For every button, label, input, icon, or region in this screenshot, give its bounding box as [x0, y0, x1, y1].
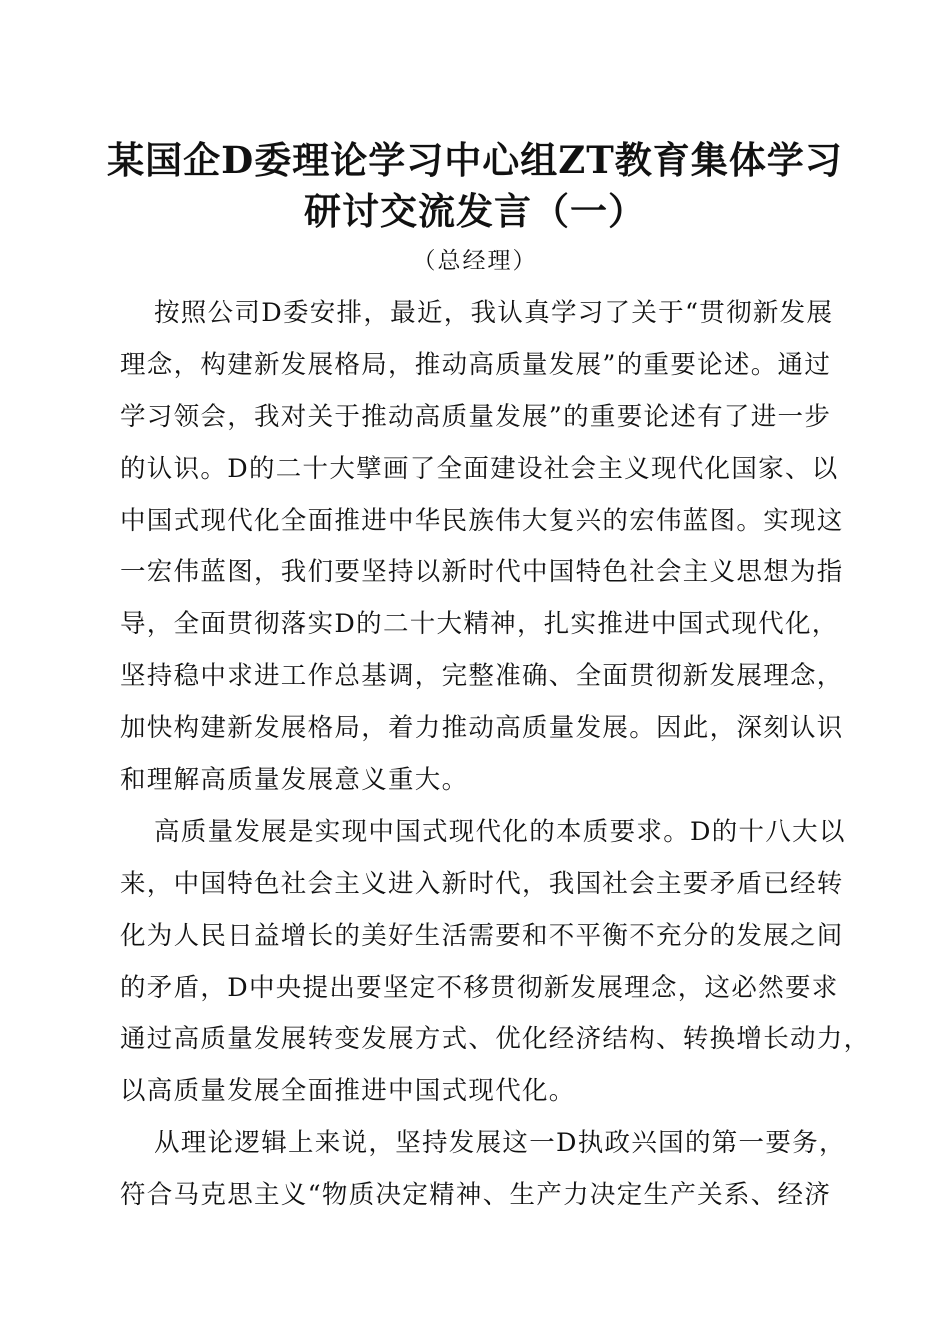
paragraph-line: 按照公司D委安排，最近，我认真学习了关于“贯彻新发展 [154, 298, 834, 328]
paragraph-line: 理念，构建新发展格局，推动高质量发展”的重要论述。通过 [120, 349, 832, 380]
paragraph-1 [120, 288, 844, 807]
paragraph-line: 加快构建新发展格局，着力推动高质量发展。因此，深刻认识 [120, 713, 844, 744]
paragraph-2 [120, 807, 871, 1118]
document-subtitle: （总经理） [412, 248, 538, 274]
paragraph-line: 一宏伟蓝图，我们要坚持以新时代中国特色社会主义思想为指 [120, 557, 844, 588]
paragraph-line: 的矛盾，D中央提出要坚定不移贯彻新发展理念，这必然要求 [120, 972, 839, 1003]
paragraph-line: 化为人民日益增长的美好生活需要和不平衡不充分的发展之间 [120, 920, 844, 951]
paragraph-line: 高质量发展是实现中国式现代化的本质要求。D的十八大以 [154, 816, 846, 847]
paragraph-line: 学习领会，我对关于推动高质量发展”的重要论述有了进一步 [120, 401, 832, 432]
paragraph-line: 从理论逻辑上来说，坚持发展这一D执政兴国的第一要务， [154, 1128, 846, 1159]
paragraph-line: 以高质量发展全面推进中国式现代化。 [120, 1076, 576, 1107]
paragraph-line: 符合马克思主义“物质决定精神、生产力决定生产关系、经济 [120, 1180, 832, 1211]
document-title-line-1: 某国企D委理论学习中心组ZT教育集体学习 [107, 138, 843, 182]
paragraph-line: 的认识。D的二十大擘画了全面建设社会主义现代化国家、以 [120, 453, 839, 484]
document-title-line-2: 研讨交流发言（一） [304, 189, 646, 233]
paragraph-3 [120, 1118, 846, 1222]
paragraph-line: 通过高质量发展转变发展方式、优化经济结构、转换增长动力， [120, 1024, 871, 1055]
paragraph-line: 和理解高质量发展意义重大。 [120, 765, 469, 796]
paragraph-line: 中国式现代化全面推进中华民族伟大复兴的宏伟蓝图。实现这 [120, 505, 844, 536]
paragraph-line: 坚持稳中求进工作总基调，完整准确、全面贯彻新发展理念， [120, 661, 844, 692]
paragraph-line: 导，全面贯彻落实D的二十大精神，扎实推进中国式现代化， [120, 609, 839, 640]
paragraph-line: 来，中国特色社会主义进入新时代，我国社会主要矛盾已经转 [120, 868, 844, 899]
document-body [120, 288, 871, 1222]
